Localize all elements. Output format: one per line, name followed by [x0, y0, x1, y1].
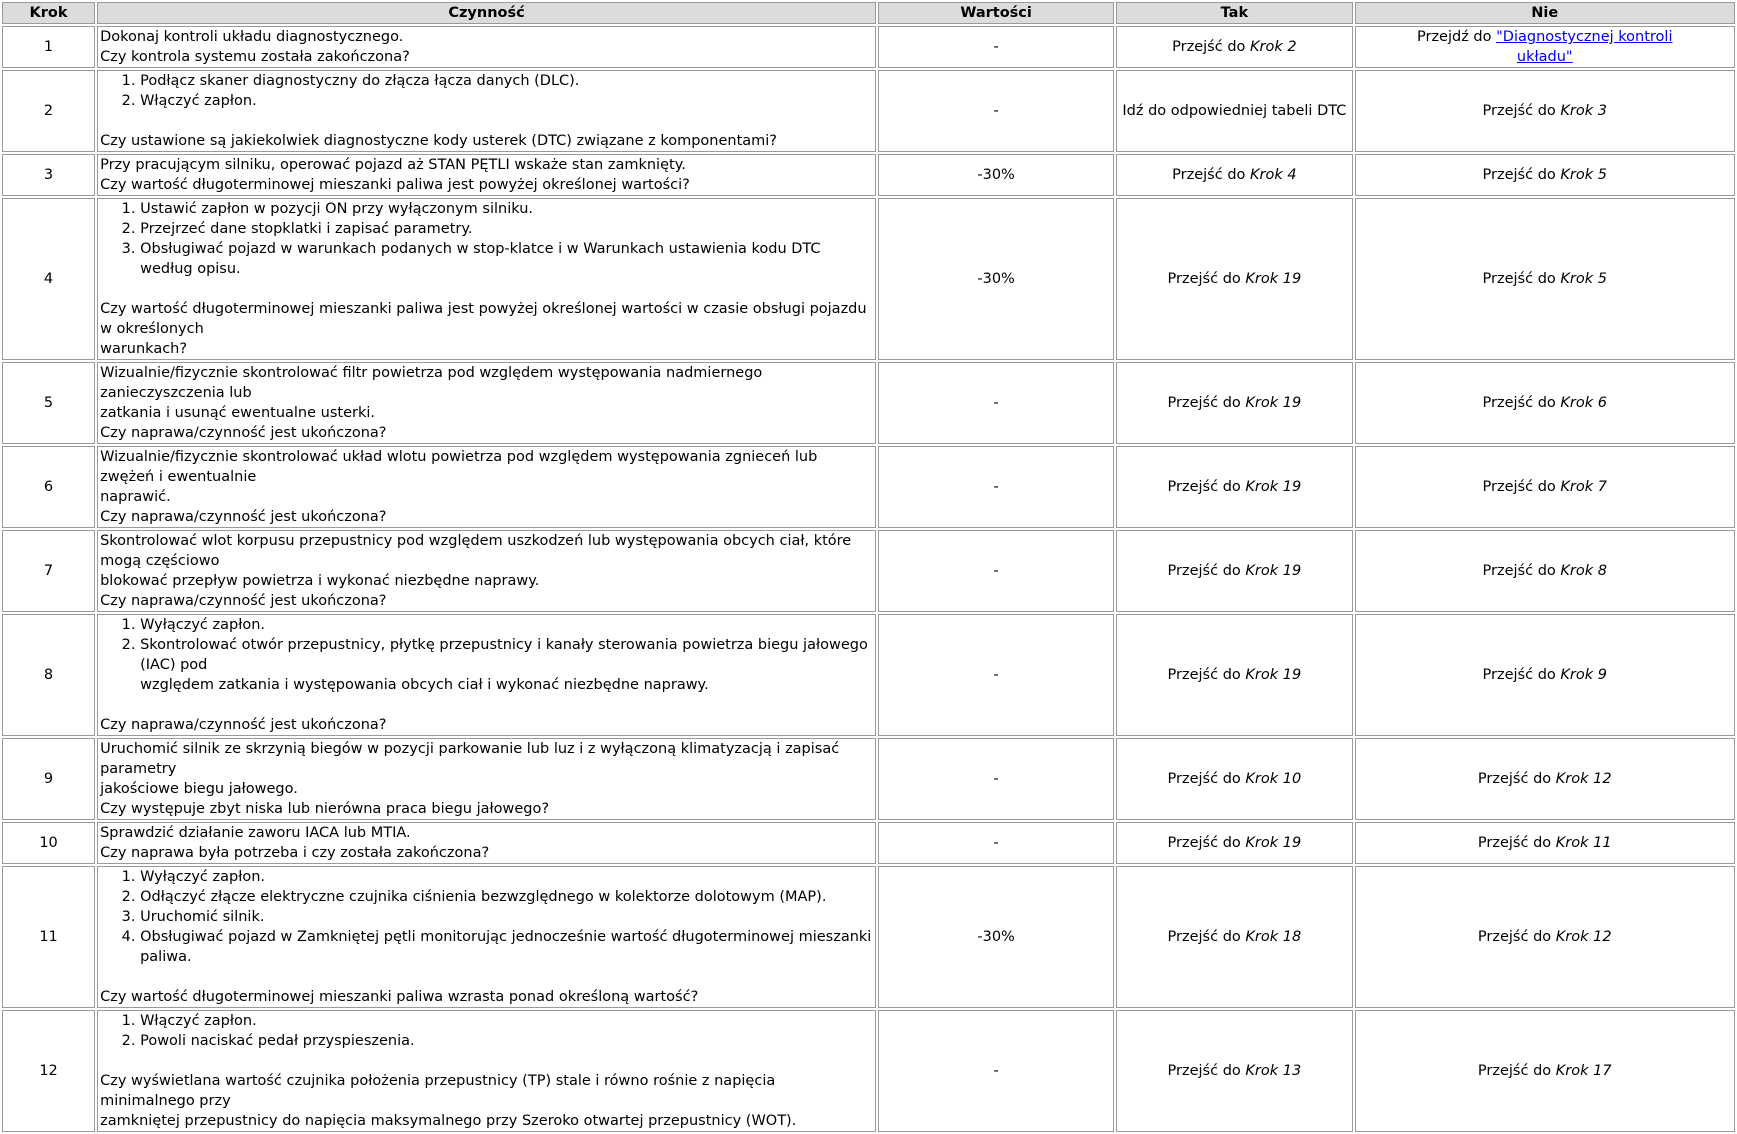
step-number: 3	[2, 154, 95, 196]
step-number: 4	[2, 198, 95, 360]
list-item: 1. Wyłączyć zapłon.	[140, 615, 873, 635]
action-text: jakościowe biegu jałowego.	[100, 781, 298, 797]
value-cell: -	[878, 446, 1114, 528]
yes-cell: Przejść do Krok 19	[1116, 530, 1352, 612]
yes-cell: Przejść do Krok 18	[1116, 866, 1352, 1008]
value-cell: -	[878, 1010, 1114, 1132]
value-cell: -	[878, 70, 1114, 152]
action-list	[100, 867, 873, 967]
value-cell: -	[878, 822, 1114, 864]
no-cell: Przejść do Krok 8	[1355, 530, 1735, 612]
question-text: Czy wyświetlana wartość czujnika położenia przepustnicy (TP) stale i równo rośnie z napięcia minimalnego przy	[100, 1073, 776, 1109]
value-cell: -	[878, 614, 1114, 736]
no-cell: Przejść do Krok 5	[1355, 198, 1735, 360]
table-row	[2, 1010, 1735, 1132]
table-row	[2, 614, 1735, 736]
action-list	[100, 615, 873, 695]
value-cell: -30%	[878, 866, 1114, 1008]
question-text: Czy występuje zbyt niska lub nierówna praca biegu jałowego?	[100, 801, 550, 817]
yes-cell: Przejść do Krok 2	[1116, 26, 1352, 68]
diagnostic-check-link[interactable]: "Diagnostycznej kontroli	[1496, 29, 1673, 45]
value-cell: -	[878, 530, 1114, 612]
table-row	[2, 154, 1735, 196]
question-text: Czy naprawa/czynność jest ukończona?	[100, 717, 387, 733]
action-text: Dokonaj kontroli układu diagnostycznego.	[100, 29, 404, 45]
table-row	[2, 446, 1735, 528]
table-row	[2, 362, 1735, 444]
header-nie: Nie	[1355, 2, 1735, 24]
value-cell: -	[878, 362, 1114, 444]
action-cell	[97, 70, 876, 152]
table-row	[2, 866, 1735, 1008]
header-wartosci: Wartości	[878, 2, 1114, 24]
diagnostic-check-link-cont[interactable]: układu"	[1516, 49, 1573, 65]
yes-cell: Przejść do Krok 19	[1116, 614, 1352, 736]
step-number: 11	[2, 866, 95, 1008]
action-list	[100, 199, 873, 279]
action-text: blokować przepływ powietrza i wykonać niezbędne naprawy.	[100, 573, 540, 589]
action-list	[100, 1011, 873, 1051]
action-text: Sprawdzić działanie zaworu IACA lub MTIA.	[100, 825, 411, 841]
no-cell: Przejść do Krok 5	[1355, 154, 1735, 196]
question-text: Czy kontrola systemu została zakończona?	[100, 49, 410, 65]
question-text-cont: warunkach?	[100, 341, 188, 357]
step-number: 1	[2, 26, 95, 68]
no-cell: Przejść do Krok 9	[1355, 614, 1735, 736]
action-cell	[97, 738, 876, 820]
step-number: 7	[2, 530, 95, 612]
list-item: 2. Włączyć zapłon.	[140, 91, 873, 111]
question-text: Czy naprawa/czynność jest ukończona?	[100, 593, 387, 609]
step-number: 2	[2, 70, 95, 152]
action-text: Wizualnie/fizycznie skontrolować filtr powietrza pod względem występowania nadmiernego zanieczyszczenia lub	[100, 365, 763, 401]
action-list	[100, 71, 873, 111]
table-row	[2, 530, 1735, 612]
value-cell: -	[878, 26, 1114, 68]
yes-cell: Przejść do Krok 19	[1116, 446, 1352, 528]
no-cell: Przejść do Krok 11	[1355, 822, 1735, 864]
table-row	[2, 738, 1735, 820]
value-cell: -30%	[878, 198, 1114, 360]
step-number: 10	[2, 822, 95, 864]
list-item: 4. Obsługiwać pojazd w Zamkniętej pętli monitorując jednocześnie wartość długoterminowej mieszanki paliwa.	[140, 927, 873, 967]
list-item: 1. Włączyć zapłon.	[140, 1011, 873, 1031]
action-cell	[97, 26, 876, 68]
yes-cell: Przejść do Krok 19	[1116, 362, 1352, 444]
question-text: Czy naprawa była potrzeba i czy została zakończona?	[100, 845, 490, 861]
yes-cell: Przejść do Krok 10	[1116, 738, 1352, 820]
action-text: Uruchomić silnik ze skrzynią biegów w pozycji parkowanie lub luz i z wyłączoną klimatyzacją i zapisać parametry	[100, 741, 840, 777]
header-tak: Tak	[1116, 2, 1352, 24]
action-text: zatkania i usunąć ewentualne usterki.	[100, 405, 375, 421]
question-text: Czy wartość długoterminowej mieszanki paliwa wzrasta ponad określoną wartość?	[100, 989, 699, 1005]
action-text: Skontrolować wlot korpusu przepustnicy pod względem uszkodzeń lub występowania obcych ciał, które mogą częściowo	[100, 533, 852, 569]
action-cell	[97, 866, 876, 1008]
question-text: Czy naprawa/czynność jest ukończona?	[100, 509, 387, 525]
no-cell: Przejść do Krok 12	[1355, 738, 1735, 820]
question-text-cont: zamkniętej przepustnicy do napięcia maksymalnego przy Szeroko otwartej przepustnicy (WOT).	[100, 1113, 797, 1129]
header-krok: Krok	[2, 2, 95, 24]
action-text: Przy pracującym silniku, operować pojazd aż STAN PĘTLI wskaże stan zamknięty.	[100, 157, 686, 173]
list-item: 2. Powoli naciskać pedał przyspieszenia.	[140, 1031, 873, 1051]
no-cell: Przejść do Krok 12	[1355, 866, 1735, 1008]
action-cell	[97, 362, 876, 444]
header-czynnosc: Czynność	[97, 2, 876, 24]
list-item: 3. Obsługiwać pojazd w warunkach podanych w stop-klatce i w Warunkach ustawienia kodu DTC według opisu.	[140, 239, 873, 279]
action-text: Wizualnie/fizycznie skontrolować układ wlotu powietrza pod względem występowania zgnieceń lub zwężeń i ewentualnie	[100, 449, 818, 485]
yes-cell: Przejść do Krok 4	[1116, 154, 1352, 196]
table-row	[2, 70, 1735, 152]
list-item: 2. Skontrolować otwór przepustnicy, płytkę przepustnicy i kanały sterowania powietrza biegu jałowego (IAC) pod względem zatkania i występowania obcych ciał i wykonać niezbędne naprawy.	[140, 635, 873, 695]
action-cell	[97, 198, 876, 360]
question-text: Czy ustawione są jakiekolwiek diagnostyczne kody usterek (DTC) związane z komponentami?	[100, 133, 778, 149]
table-row	[2, 198, 1735, 360]
no-cell: Przejdź do "Diagnostycznej kontroli układu"	[1355, 26, 1735, 68]
yes-cell: Przejść do Krok 19	[1116, 198, 1352, 360]
table-row	[2, 822, 1735, 864]
no-cell: Przejść do Krok 6	[1355, 362, 1735, 444]
action-cell	[97, 822, 876, 864]
yes-cell: Przejść do Krok 13	[1116, 1010, 1352, 1132]
step-number: 5	[2, 362, 95, 444]
question-text: Czy naprawa/czynność jest ukończona?	[100, 425, 387, 441]
yes-cell: Przejść do Krok 19	[1116, 822, 1352, 864]
action-cell	[97, 530, 876, 612]
question-text: Czy wartość długoterminowej mieszanki paliwa jest powyżej określonej wartości w czasie obsługi pojazdu w określonych	[100, 301, 867, 337]
question-text: Czy wartość długoterminowej mieszanki paliwa jest powyżej określonej wartości?	[100, 177, 690, 193]
list-item: 2. Przejrzeć dane stopklatki i zapisać parametry.	[140, 219, 873, 239]
list-item: 1. Ustawić zapłon w pozycji ON przy wyłączonym silniku.	[140, 199, 873, 219]
step-number: 6	[2, 446, 95, 528]
action-cell	[97, 1010, 876, 1132]
step-number: 9	[2, 738, 95, 820]
no-cell: Przejść do Krok 3	[1355, 70, 1735, 152]
list-item: 2. Odłączyć złącze elektryczne czujnika ciśnienia bezwzględnego w kolektorze dolotowym (MAP).	[140, 887, 873, 907]
no-cell: Przejść do Krok 17	[1355, 1010, 1735, 1132]
action-cell	[97, 614, 876, 736]
list-item: 1. Podłącz skaner diagnostyczny do złącza łącza danych (DLC).	[140, 71, 873, 91]
list-item: 1. Wyłączyć zapłon.	[140, 867, 873, 887]
header-row	[2, 2, 1735, 24]
value-cell: -	[878, 738, 1114, 820]
step-number: 12	[2, 1010, 95, 1132]
list-item: 3. Uruchomić silnik.	[140, 907, 873, 927]
step-number: 8	[2, 614, 95, 736]
action-text: naprawić.	[100, 489, 171, 505]
action-cell	[97, 154, 876, 196]
table-row	[2, 26, 1735, 68]
value-cell: -30%	[878, 154, 1114, 196]
yes-cell: Idź do odpowiedniej tabeli DTC	[1116, 70, 1352, 152]
action-cell	[97, 446, 876, 528]
no-cell: Przejść do Krok 7	[1355, 446, 1735, 528]
